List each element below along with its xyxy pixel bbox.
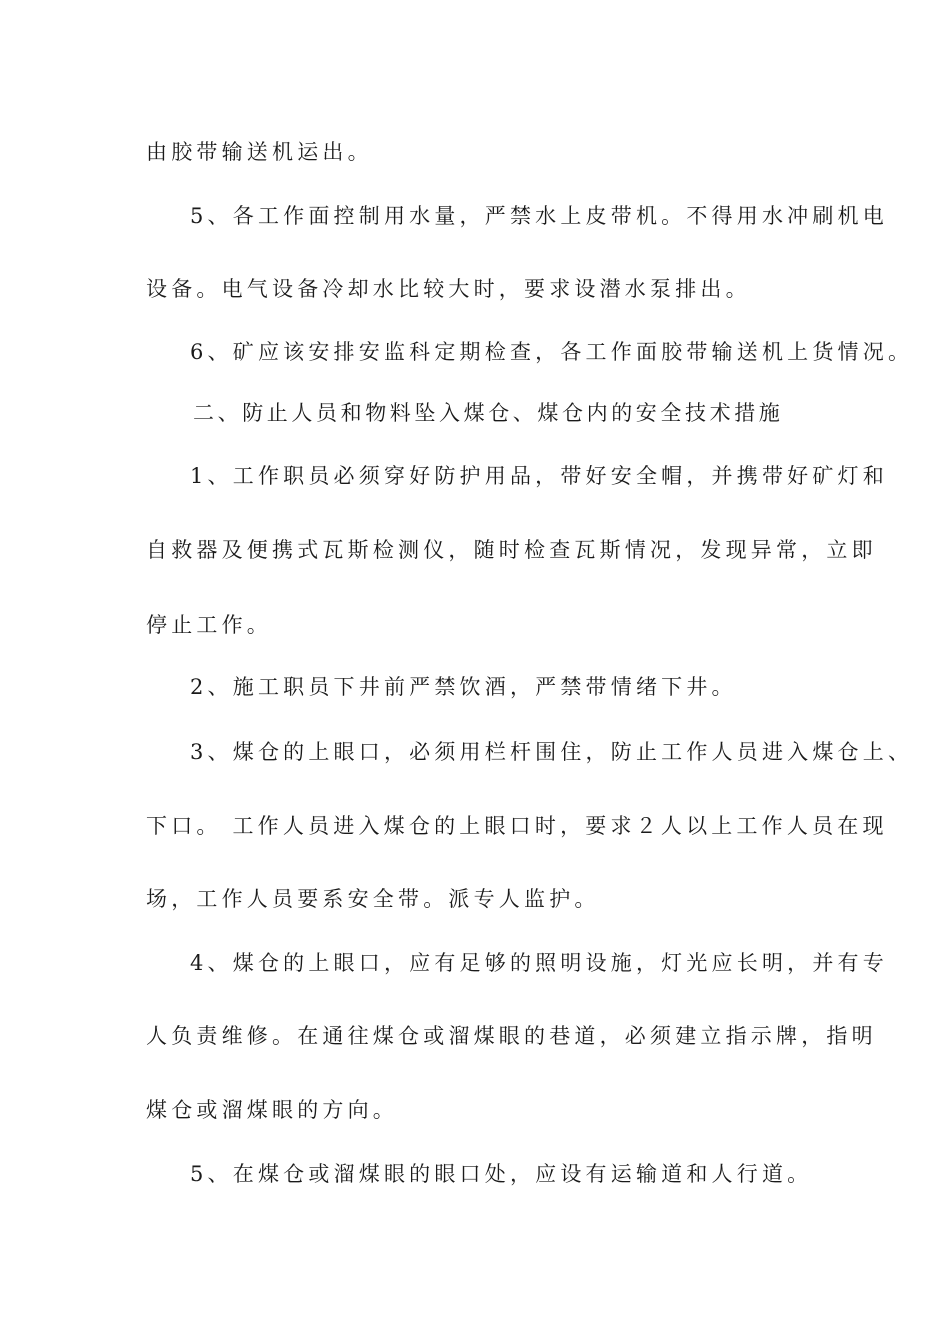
section-heading: 二、防止人员和物料坠入煤仓、煤仓内的安全技术措施 — [193, 401, 784, 425]
text-line: 自救器及便携式瓦斯检测仪，随时检查瓦斯情况，发现异常，立即 — [146, 538, 877, 562]
text-line: 由胶带输送机运出。 — [146, 140, 373, 164]
text-line: 人负责维修。在通往煤仓或溜煤眼的巷道，必须建立指示牌，指明 — [146, 1024, 877, 1048]
text-line: 下口。 工作人员进入煤仓的上眼口时，要求２人以上工作人员在现 — [146, 814, 888, 838]
item-1-line-1: 1、工作职员必须穿好防护用品，带好安全帽，并携带好矿灯和 — [190, 464, 888, 488]
text-line: 设备。电气设备冷却水比较大时，要求设潜水泵排出。 — [146, 277, 751, 301]
paragraph-6: 6、矿应该安排安监科定期检查，各工作面胶带输送机上货情况。 — [190, 340, 914, 364]
item-3-line-1: 3、煤仓的上眼口，必须用栏杆围住，防止工作人员进入煤仓上、 — [190, 740, 914, 764]
item-5: 5、在煤仓或溜煤眼的眼口处，应设有运输道和人行道。 — [190, 1162, 813, 1186]
text-line: 煤仓或溜煤眼的方向。 — [146, 1098, 398, 1122]
text-line: 场，工作人员要系安全带。派专人监护。 — [146, 887, 600, 911]
item-2: 2、施工职员下井前严禁饮酒，严禁带情绪下井。 — [190, 675, 737, 699]
text-line: 停止工作。 — [146, 613, 272, 637]
paragraph-5-line-1: 5、各工作面控制用水量，严禁水上皮带机。不得用水冲刷机电 — [190, 204, 888, 228]
item-4-line-1: 4、煤仓的上眼口，应有足够的照明设施，灯光应长明，并有专 — [190, 951, 888, 975]
